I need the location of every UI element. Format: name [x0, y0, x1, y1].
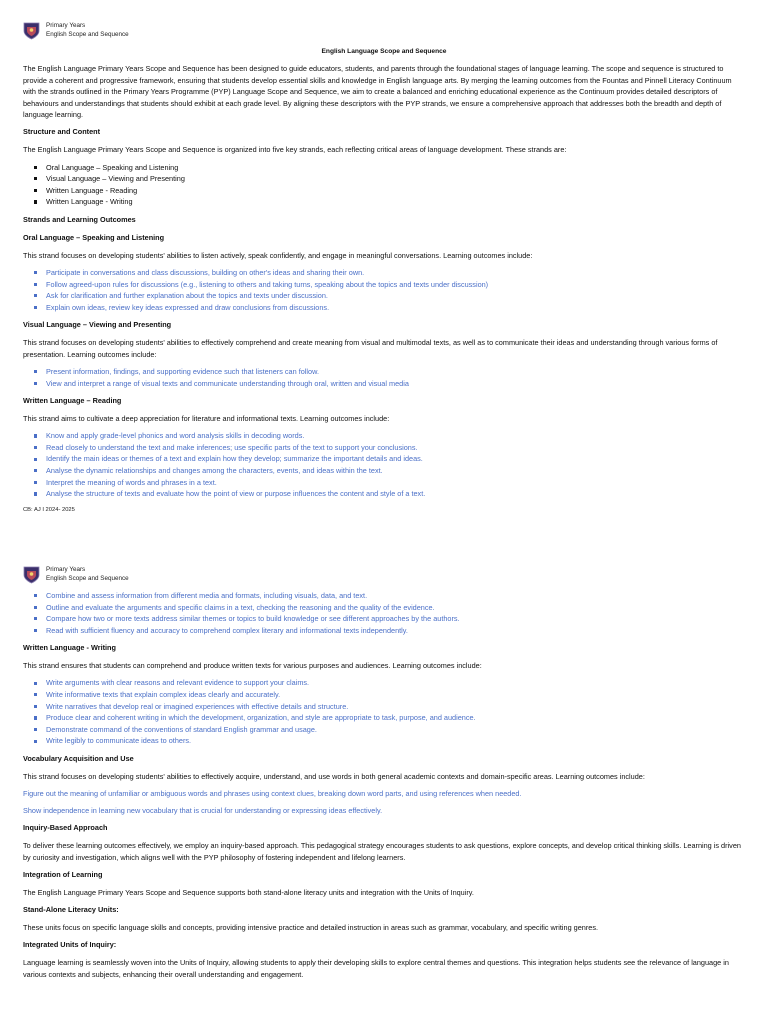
integration-heading: Integration of Learning — [23, 869, 103, 879]
writing-outcomes-list — [23, 677, 746, 747]
page-header — [23, 566, 129, 584]
header-line-1: Primary Years — [46, 566, 86, 573]
writing-heading: Written Language - Writing — [23, 643, 116, 653]
standalone-heading: Stand-Alone Literacy Units: — [23, 905, 119, 915]
integration-paragraph: The English Language Primary Years Scope and Sequence supports both stand-alone literacy units and integration with the Units of Inquiry. — [23, 887, 474, 897]
vocab-outcome-1: Figure out the meaning of unfamiliar or ambiguous words and phrases using context clues, breaking down word parts, and using references when needed. — [23, 789, 522, 799]
list-item: Read with sufficient fluency and accuracy to comprehend complex literary and informational texts independently. — [34, 625, 746, 637]
inquiry-paragraph: To deliver these learning outcomes effectively, we employ an inquiry-based approach. This pedagogical strategy encourages students to ask questions, explore concepts, and develop critical thinking skills. Learning is driven by curiosity and investigation, which aligns well with the PYP philosophy of fostering independent and lifelong learners. — [23, 841, 741, 862]
vocab-outcome-2: Show independence in learning new vocabulary that is crucial for understanding or expressing ideas effectively. — [23, 806, 383, 816]
oral-heading: Oral Language – Speaking and Listening — [23, 232, 165, 242]
list-item: Write arguments with clear reasons and relevant evidence to support your claims. — [34, 677, 746, 689]
school-crest-icon — [23, 566, 40, 584]
vocab-heading: Vocabulary Acquisition and Use — [23, 754, 134, 764]
reading-outcomes-list — [23, 430, 746, 500]
list-item: Produce clear and coherent writing in which the development, organization, and style are appropriate to task, purpose, and audience. — [34, 712, 746, 724]
standalone-paragraph: These units focus on specific language skills and concepts, providing intensive practice and detailed instruction in areas such as grammar, vocabulary, and specific writing genres. — [23, 923, 599, 933]
page-1-body — [23, 63, 746, 515]
list-item: Analyse the structure of texts and evaluate how the point of view or purpose influences the content and style of a text. — [34, 488, 746, 500]
strand-list — [23, 162, 746, 208]
reading-heading: Written Language – Reading — [23, 396, 122, 406]
list-item: Know and apply grade-level phonics and word analysis skills in decoding words. — [34, 430, 746, 442]
reading-outcomes-list-continued — [23, 590, 746, 636]
list-item: Compare how two or more texts address similar themes or topics to build knowledge or see different approaches by the authors. — [34, 613, 746, 625]
intro-paragraph: The English Language Primary Years Scope and Sequence has been designed to guide educators, students, and parents through the foundational stages of language learning. The scope and sequence is structured to provide a coherent and progressive framework, ensuring that students develop essential skills and knowledge in English language arts. By merging the learning outcomes from the Fountas and Pinnell Literacy Continuum with the strands outlined in the Primary Years Programme (PYP) Language Scope and Sequence, we aim to create a balanced and enriching educational experience as the Continuum provides detailed descriptors of behaviours and understandings that students should exhibit at each grade level. By aligning these descriptors with the PYP strands, we ensure a comprehensive approach that addresses both the breadth and depth of language learning. — [23, 64, 732, 120]
list-item: Explain own ideas, review key ideas expressed and draw conclusions from discussions. — [34, 302, 746, 314]
integrated-heading: Integrated Units of Inquiry: — [23, 940, 117, 950]
reading-paragraph: This strand aims to cultivate a deep appreciation for literature and informational texts. Learning outcomes include: — [23, 414, 390, 424]
list-item: Oral Language – Speaking and Listening — [34, 162, 746, 174]
oral-paragraph: This strand focuses on developing students' abilities to listen actively, speak confidently, and engage in meaningful conversations. Learning outcomes include: — [23, 250, 533, 260]
list-item: Written Language - Reading — [34, 185, 746, 197]
visual-heading: Visual Language – Viewing and Presenting — [23, 320, 172, 330]
list-item: Present information, findings, and supporting evidence such that listeners can follow. — [34, 366, 746, 378]
list-item: Visual Language – Viewing and Presenting — [34, 173, 746, 185]
oral-outcomes-list — [23, 267, 746, 313]
list-item: Outline and evaluate the arguments and specific claims in a text, checking the reasoning and the quality of the evidence. — [34, 602, 746, 614]
page-2-body — [23, 590, 746, 986]
page-header — [23, 22, 129, 40]
school-crest-icon — [23, 22, 40, 40]
list-item: Participate in conversations and class discussions, building on other's ideas and sharing their own. — [34, 267, 746, 279]
visual-outcomes-list — [23, 366, 746, 389]
list-item: Read closely to understand the text and make inferences; use specific parts of the text to support your conclusions. — [34, 442, 746, 454]
list-item: Interpret the meaning of words and phrases in a text. — [34, 477, 746, 489]
strands-heading: Strands and Learning Outcomes — [23, 214, 136, 224]
writing-paragraph: This strand ensures that students can comprehend and produce written texts for various purposes and audiences. Learning outcomes include: — [23, 661, 482, 671]
structure-paragraph: The English Language Primary Years Scope and Sequence is organized into five key strands, each reflecting critical areas of language development. These strands are: — [23, 145, 567, 155]
header-line-2: English Scope and Sequence — [46, 30, 129, 38]
header-line-1: Primary Years — [46, 22, 86, 29]
document-title: English Language Scope and Sequence — [321, 48, 447, 55]
document-page-2 — [0, 560, 768, 1024]
list-item: Combine and assess information from different media and formats, including visuals, data, and text. — [34, 590, 746, 602]
list-item: Written Language - Writing — [34, 196, 746, 208]
integrated-paragraph: Language learning is seamlessly woven into the Units of Inquiry, allowing students to apply their developing skills to explore central themes and questions. This integration helps students see the relevance of language in various contexts and subjects, enhancing their overall understanding and engagement. — [23, 958, 729, 979]
list-item: Follow agreed-upon rules for discussions (e.g., listening to others and taking turns, speaking about the topics and texts under discussion) — [34, 279, 746, 291]
list-item: Ask for clarification and further explanation about the topics and texts under discussion. — [34, 290, 746, 302]
inquiry-heading: Inquiry-Based Approach — [23, 823, 108, 833]
structure-heading: Structure and Content — [23, 127, 101, 137]
list-item: View and interpret a range of visual texts and communicate understanding through oral, written and visual media — [34, 378, 746, 390]
header-line-2: English Scope and Sequence — [46, 574, 129, 582]
list-item: Analyse the dynamic relationships and changes among the characters, events, and ideas within the text. — [34, 465, 746, 477]
list-item: Write informative texts that explain complex ideas clearly and accurately. — [34, 689, 746, 701]
list-item: Demonstrate command of the conventions of standard English grammar and usage. — [34, 724, 746, 736]
page-footer: CB: AJ I 2024- 2025 — [23, 506, 75, 513]
vocab-paragraph: This strand focuses on developing students' abilities to effectively acquire, understand, and use words in both general academic contexts and domain-specific areas. Learning outcomes include: — [23, 772, 645, 781]
list-item: Write legibly to communicate ideas to others. — [34, 735, 746, 747]
list-item: Write narratives that develop real or imagined experiences with effective details and structure. — [34, 701, 746, 713]
visual-paragraph: This strand focuses on developing students' abilities to effectively comprehend and create meaning from visual and multimodal texts, as well as to communicate their ideas and understanding through various forms of presentation. Learning outcomes include: — [23, 338, 718, 359]
list-item: Identify the main ideas or themes of a text and explain how they develop; summarize the important details and ideas. — [34, 453, 746, 465]
